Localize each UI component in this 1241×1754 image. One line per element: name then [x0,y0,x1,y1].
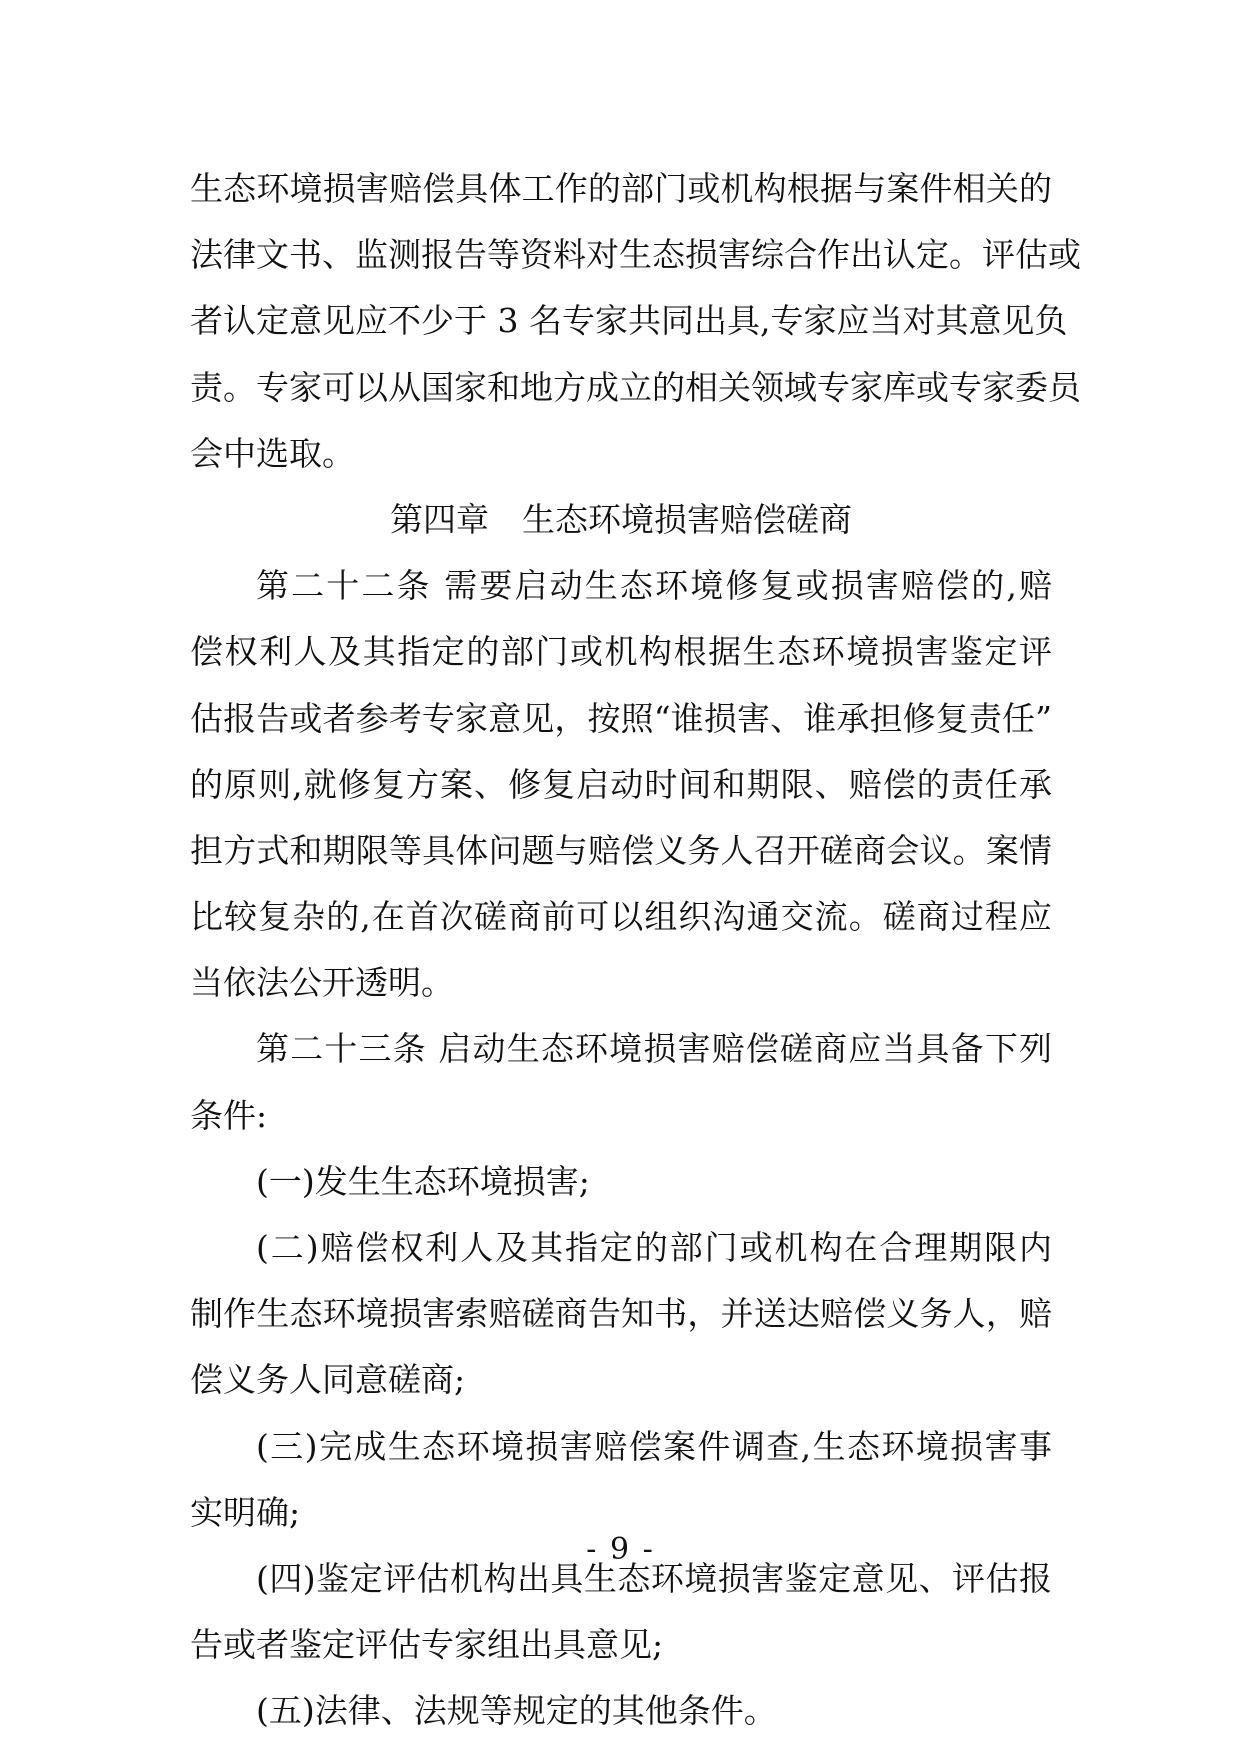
text-line: 担方式和期限等具体问题与赔偿义务人召开磋商会议。案情 [190,830,1052,870]
text-line: 的原则,就修复方案、修复启动时间和期限、赔偿的责任承 [190,764,1052,804]
text-line: 会中选取。 [190,433,355,473]
text-line: 当依法公开透明。 [190,963,454,1003]
text-line: 法律文书、监测报告等资料对生态损害综合作出认定。评估或 [190,235,1081,275]
text-line: 责。专家可以从国家和地方成立的相关领域专家库或专家委员 [190,367,1081,407]
text-line: 偿义务人同意磋商; [190,1360,466,1400]
text-line: (五)法律、法规等规定的其他条件。 [256,1691,777,1731]
text-line: 比较复杂的,在首次磋商前可以组织沟通交流。磋商过程应 [190,897,1052,937]
page-number: - 9 - [586,1532,655,1567]
text-line: 第二十三条 启动生态环境损害赔偿磋商应当具备下列 [256,1029,1052,1069]
text-line: 制作生态环境损害索赔磋商告知书，并送达赔偿义务人，赔 [190,1294,1052,1334]
text-line: (四)鉴定评估机构出具生态环境损害鉴定意见、评估报 [256,1558,1052,1598]
text-line: 条件: [190,1095,268,1135]
text-line: 者认定意见应不少于 3 名专家共同出具,专家应当对其意见负 [190,301,1068,341]
text-line: (二)赔偿权利人及其指定的部门或机构在合理期限内 [256,1228,1052,1267]
text-line: (三)完成生态环境损害赔偿案件调查,生态环境损害事 [256,1426,1052,1466]
text-line: 实明确; [190,1492,301,1532]
text-line: 告或者鉴定评估专家组出具意见; [190,1625,664,1665]
text-line: 第二十二条 需要启动生态环境修复或损害赔偿的,赔 [256,566,1052,606]
text-line: 估报告或者参考专家意见，按照“谁损害、谁承担修复责任” [190,698,1052,738]
text-line: (一)发生生态环境损害; [256,1161,590,1201]
chapter-heading: 第四章 生态环境损害赔偿磋商 [390,499,852,539]
body-text [190,156,1081,1745]
text-line: 偿权利人及其指定的部门或机构根据生态环境损害鉴定评 [190,632,1052,672]
text-line: 生态环境损害赔偿具体工作的部门或机构根据与案件相关的 [190,169,1052,208]
